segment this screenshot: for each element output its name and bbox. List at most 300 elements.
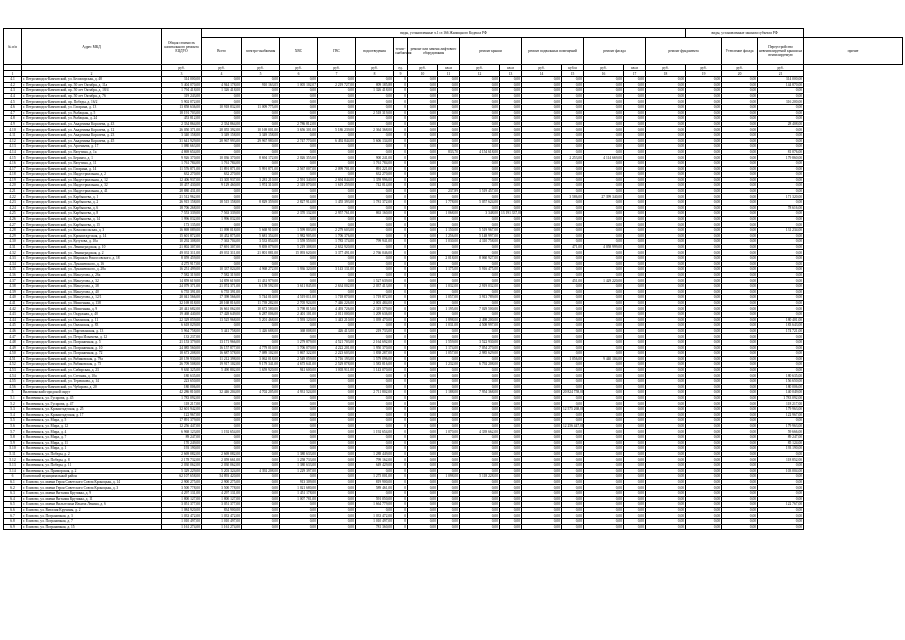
value-cell: 0,00 bbox=[686, 166, 722, 172]
value-cell: 0,00 bbox=[408, 317, 438, 323]
value-cell: 9 440 104,00 bbox=[584, 356, 624, 362]
value-cell: 0,00 bbox=[624, 144, 646, 150]
value-cell: 0,00 bbox=[646, 311, 686, 317]
value-cell: 0,00 bbox=[646, 379, 686, 385]
value-cell: 0,00 bbox=[460, 334, 500, 340]
value-cell: 0,00 bbox=[318, 412, 356, 418]
value-cell: 10 036 370,00 bbox=[202, 155, 242, 161]
value-cell: 0,00 bbox=[460, 222, 500, 228]
value-cell: 4 702 205,00 bbox=[242, 390, 280, 396]
row-number-cell: 6 bbox=[4, 474, 22, 480]
column-number-cell: 20 bbox=[722, 71, 758, 77]
value-cell: 0,00 bbox=[624, 295, 646, 301]
value-cell: 0,00 bbox=[460, 160, 500, 166]
value-cell: 0,00 bbox=[646, 82, 686, 88]
value-cell: 0,00 bbox=[624, 418, 646, 424]
value-cell: 1 021 680,00 bbox=[280, 485, 318, 491]
value-cell: 0,00 bbox=[624, 160, 646, 166]
value-cell: 0,00 bbox=[242, 451, 280, 457]
value-cell: 0,00 bbox=[722, 524, 758, 530]
value-cell: 85 124,00 bbox=[758, 440, 804, 446]
value-cell: 0,00 bbox=[460, 490, 500, 496]
value-cell: 0,00 bbox=[562, 172, 584, 178]
value-cell: 0,00 bbox=[522, 93, 562, 99]
value-cell: 0,00 bbox=[562, 457, 584, 463]
value-cell: 0,00 bbox=[522, 423, 562, 429]
value-cell: 0,00 bbox=[646, 339, 686, 345]
value-cell: 0,00 bbox=[318, 451, 356, 457]
value-cell: 0,00 bbox=[584, 479, 624, 485]
value-cell: 0,00 bbox=[460, 395, 500, 401]
value-cell: 0,00 bbox=[646, 278, 686, 284]
value-cell: 0,00 bbox=[242, 77, 280, 83]
row-number-cell: 4.30 bbox=[4, 239, 22, 245]
value-cell: 1 326 418,00 bbox=[202, 88, 242, 94]
value-cell: 0,00 bbox=[584, 160, 624, 166]
value-cell: 0,00 bbox=[242, 211, 280, 217]
value-cell: 0,00 bbox=[686, 384, 722, 390]
value-cell: 0,00 bbox=[646, 211, 686, 217]
value-cell: 0 bbox=[394, 524, 408, 530]
value-cell: 316 200,00 bbox=[758, 99, 804, 105]
value-cell: 0,00 bbox=[584, 88, 624, 94]
value-cell: 0,00 bbox=[584, 211, 624, 217]
value-cell: 0,00 bbox=[758, 177, 804, 183]
value-cell: 0,00 bbox=[584, 474, 624, 480]
value-cell: 0,00 bbox=[522, 462, 562, 468]
value-cell: 0,00 bbox=[562, 138, 584, 144]
value-cell: 0,00 bbox=[686, 116, 722, 122]
value-cell: 0,00 bbox=[646, 323, 686, 329]
value-cell: 0,00 bbox=[460, 272, 500, 278]
address-cell: г. Петрозаводск-Камчатский, ул. Комсомольская, д. 3 bbox=[22, 228, 162, 234]
value-cell: 0,00 bbox=[584, 183, 624, 189]
value-cell: 0 bbox=[394, 446, 408, 452]
value-cell: 0,00 bbox=[318, 323, 356, 329]
value-cell: 0,00 bbox=[722, 132, 758, 138]
value-cell: 0,00 bbox=[460, 518, 500, 524]
value-cell: 1 936 320,00 bbox=[280, 267, 318, 273]
value-cell: 0,00 bbox=[584, 216, 624, 222]
value-cell: 0,00 bbox=[460, 328, 500, 334]
value-cell: 632 270,00 bbox=[202, 172, 242, 178]
value-cell: 0,00 bbox=[624, 77, 646, 83]
row-number-cell: 4.13 bbox=[4, 144, 22, 150]
header-sub-other: прочие bbox=[804, 38, 903, 65]
value-cell: 19 917 102,00 bbox=[202, 362, 242, 368]
value-cell: 0,00 bbox=[280, 379, 318, 385]
value-cell: 0,00 bbox=[500, 99, 522, 105]
value-cell: 1 619 259,00 bbox=[318, 183, 356, 189]
value-cell: 0 bbox=[394, 311, 408, 317]
value-cell: 180 401,00 bbox=[758, 317, 804, 323]
value-cell: 131 234,00 bbox=[758, 228, 804, 234]
value-cell: 0,00 bbox=[624, 211, 646, 217]
value-cell: 0,00 bbox=[722, 423, 758, 429]
address-cell: г. Петрозаводск-Камчатский, ул. Максутова, д. 38 bbox=[22, 283, 162, 289]
value-cell: 0,00 bbox=[408, 244, 438, 250]
value-cell: 0,00 bbox=[686, 356, 722, 362]
value-cell: 0,00 bbox=[318, 423, 356, 429]
value-cell: 0,00 bbox=[522, 507, 562, 513]
value-cell: 0 bbox=[394, 384, 408, 390]
value-cell: 1 161 274,00 bbox=[202, 524, 242, 530]
value-cell: 0,00 bbox=[722, 149, 758, 155]
value-cell: 0,00 bbox=[624, 222, 646, 228]
header-sub-total: Всего bbox=[202, 38, 242, 65]
value-cell: 0,00 bbox=[438, 485, 460, 491]
value-cell: 0,00 bbox=[758, 462, 804, 468]
value-cell: 0,00 bbox=[624, 317, 646, 323]
value-cell: 2 919 032,00 bbox=[460, 283, 500, 289]
value-cell: 0,00 bbox=[408, 200, 438, 206]
value-cell: 0,00 bbox=[562, 205, 584, 211]
value-cell: 2 059 661,00 bbox=[202, 457, 242, 463]
value-cell: 1 033 472,00 bbox=[356, 513, 394, 519]
value-cell: 0,00 bbox=[460, 155, 500, 161]
value-cell: 0,00 bbox=[522, 468, 562, 474]
value-cell: 0,00 bbox=[646, 155, 686, 161]
row-number-cell: 4.22 bbox=[4, 194, 22, 200]
value-cell: 0,00 bbox=[624, 261, 646, 267]
value-cell: 0,00 bbox=[562, 401, 584, 407]
value-cell: 0,00 bbox=[686, 233, 722, 239]
value-cell: 0,00 bbox=[522, 127, 562, 133]
value-cell: 0,00 bbox=[500, 311, 522, 317]
value-cell: 0,00 bbox=[722, 205, 758, 211]
value-cell: 0,00 bbox=[584, 127, 624, 133]
value-cell: 0,00 bbox=[318, 149, 356, 155]
row-number-cell: 4.52 bbox=[4, 362, 22, 368]
value-cell: 0,00 bbox=[722, 216, 758, 222]
value-cell: 0 bbox=[394, 132, 408, 138]
value-cell: 1 174,00 bbox=[438, 345, 460, 351]
value-cell: 8 694 172,00 bbox=[242, 155, 280, 161]
value-cell: 0,00 bbox=[758, 138, 804, 144]
value-cell: 0,00 bbox=[646, 99, 686, 105]
value-cell: 0,00 bbox=[722, 367, 758, 373]
value-cell: 16 687 578,00 bbox=[202, 351, 242, 357]
value-cell: 6 755 391,00 bbox=[202, 289, 242, 295]
value-cell: 2 037 413,00 bbox=[356, 283, 394, 289]
address-cell: г. Петрозаводск-Камчатский, ул. Окружная, д. 40 bbox=[22, 311, 162, 317]
value-cell: 2 219 727,00 bbox=[318, 82, 356, 88]
value-cell: 0,00 bbox=[500, 502, 522, 508]
value-cell: 0,00 bbox=[584, 77, 624, 83]
value-cell: 0,00 bbox=[624, 138, 646, 144]
value-cell: 0,00 bbox=[500, 172, 522, 178]
address-cell: г. Петрозаводск-Камчатский, пр. 50 лет Октября, д. 11а bbox=[22, 82, 162, 88]
value-cell: 0,00 bbox=[624, 200, 646, 206]
value-cell: 0,00 bbox=[646, 429, 686, 435]
value-cell: 0,00 bbox=[624, 435, 646, 441]
value-cell: 0 bbox=[394, 166, 408, 172]
value-cell: 0 bbox=[394, 356, 408, 362]
value-cell: 0,00 bbox=[438, 418, 460, 424]
value-cell: 0,00 bbox=[646, 205, 686, 211]
value-cell: 3 143 131,00 bbox=[318, 267, 356, 273]
value-cell: 0,00 bbox=[624, 462, 646, 468]
value-cell: 0,00 bbox=[758, 200, 804, 206]
column-number-cell: 8 bbox=[356, 71, 394, 77]
value-cell: 2 334 864,00 bbox=[202, 121, 242, 127]
value-cell: 0,00 bbox=[242, 446, 280, 452]
value-cell: 0 bbox=[394, 93, 408, 99]
value-cell: 49 031 311,00 bbox=[162, 250, 202, 256]
value-cell: 0,00 bbox=[722, 256, 758, 262]
value-cell: 219 733,00 bbox=[356, 328, 394, 334]
value-cell: 1 761 784,00 bbox=[202, 160, 242, 166]
value-cell: 0,00 bbox=[242, 334, 280, 340]
row-number-cell: 4.18 bbox=[4, 172, 22, 178]
value-cell: 0 bbox=[394, 183, 408, 189]
value-cell: 0,00 bbox=[522, 345, 562, 351]
value-cell: 0,00 bbox=[686, 479, 722, 485]
value-cell: 2 011 000,00 bbox=[318, 311, 356, 317]
value-cell: 0,00 bbox=[758, 211, 804, 217]
value-cell: 0,00 bbox=[686, 144, 722, 150]
value-cell: 0,00 bbox=[584, 138, 624, 144]
value-cell: 2 694 844,00 bbox=[318, 177, 356, 183]
address-cell: г. Петрозаводск-Камчатский, ул. Рябиковская, д. 75 bbox=[22, 362, 162, 368]
value-cell: 0,00 bbox=[584, 507, 624, 513]
value-cell: 0,00 bbox=[202, 446, 242, 452]
value-cell: 0,00 bbox=[242, 373, 280, 379]
value-cell: 0,00 bbox=[280, 216, 318, 222]
value-cell: 7 089 102,00 bbox=[242, 351, 280, 357]
value-cell: 0,00 bbox=[408, 356, 438, 362]
value-cell: 0,00 bbox=[686, 317, 722, 323]
value-cell: 0,00 bbox=[722, 496, 758, 502]
value-cell: 3 798 815,00 bbox=[280, 306, 318, 312]
value-cell: 6 492 844,00 bbox=[318, 138, 356, 144]
value-cell: 0,00 bbox=[318, 155, 356, 161]
value-cell: 1 583 816,00 bbox=[356, 362, 394, 368]
value-cell: 0,00 bbox=[408, 289, 438, 295]
value-cell: 4 779 010,00 bbox=[242, 345, 280, 351]
row-number-cell: 4.5 bbox=[4, 99, 22, 105]
value-cell: 0,00 bbox=[242, 110, 280, 116]
value-cell: 0,00 bbox=[522, 317, 562, 323]
row-number-cell: 4.20 bbox=[4, 183, 22, 189]
value-cell: 0,00 bbox=[202, 384, 242, 390]
header-sub-insulation: Утепление фасада bbox=[722, 38, 758, 65]
address-cell: г. Вилючинск, ул. Кронштадтская, д. 25 bbox=[22, 407, 162, 413]
row-number-cell: 4.37 bbox=[4, 278, 22, 284]
value-cell: 0,00 bbox=[562, 440, 584, 446]
value-cell: 0,00 bbox=[408, 507, 438, 513]
value-cell: 0 bbox=[394, 244, 408, 250]
value-cell: 0,00 bbox=[438, 440, 460, 446]
value-cell: 0,00 bbox=[500, 462, 522, 468]
value-cell: 0 bbox=[394, 222, 408, 228]
value-cell: 0,00 bbox=[722, 200, 758, 206]
value-cell: 0,00 bbox=[242, 507, 280, 513]
value-cell: 0,00 bbox=[500, 407, 522, 413]
column-number-cell: 5 bbox=[242, 71, 280, 77]
value-cell: 0 bbox=[394, 149, 408, 155]
value-cell: 2 498 200,00 bbox=[460, 317, 500, 323]
address-cell: г. Петрозаводск-Камчатский, ул. Кронштадтская, д. 14 bbox=[22, 233, 162, 239]
value-cell: 0,00 bbox=[318, 194, 356, 200]
value-cell: 0,00 bbox=[408, 272, 438, 278]
value-cell: 0,00 bbox=[562, 317, 584, 323]
value-cell: 0,00 bbox=[686, 200, 722, 206]
value-cell: 17 428 649,00 bbox=[202, 311, 242, 317]
value-cell: 0,00 bbox=[522, 429, 562, 435]
value-cell: 0,00 bbox=[686, 502, 722, 508]
value-cell: 118 217,00 bbox=[758, 401, 804, 407]
value-cell: 0,00 bbox=[686, 239, 722, 245]
value-cell: 0,00 bbox=[522, 110, 562, 116]
value-cell: 0,00 bbox=[584, 485, 624, 491]
value-cell: 3 051 377,00 bbox=[202, 502, 242, 508]
value-cell: 0,00 bbox=[522, 239, 562, 245]
value-cell: 0,00 bbox=[722, 82, 758, 88]
value-cell: 0,00 bbox=[438, 423, 460, 429]
value-cell: 0,00 bbox=[646, 345, 686, 351]
value-cell: 0,00 bbox=[686, 418, 722, 424]
value-cell: 0,00 bbox=[280, 172, 318, 178]
value-cell: 54 893 420,00 bbox=[202, 474, 242, 480]
value-cell: 17 691 307,00 bbox=[202, 244, 242, 250]
value-cell: 0,00 bbox=[242, 289, 280, 295]
value-cell: 0,00 bbox=[280, 144, 318, 150]
value-cell: 0,00 bbox=[624, 451, 646, 457]
value-cell: 0,00 bbox=[356, 418, 394, 424]
value-cell: 0,00 bbox=[584, 261, 624, 267]
value-cell: 0,00 bbox=[522, 183, 562, 189]
value-cell: 4 058 999,00 bbox=[584, 244, 624, 250]
value-cell: 0,00 bbox=[460, 373, 500, 379]
row-number-cell: 5.10 bbox=[4, 446, 22, 452]
value-cell: 0,00 bbox=[758, 132, 804, 138]
value-cell: 0,00 bbox=[722, 356, 758, 362]
value-cell: 0,00 bbox=[686, 490, 722, 496]
value-cell: 1 950 370,00 bbox=[356, 345, 394, 351]
value-cell: 0,00 bbox=[356, 149, 394, 155]
address-cell: г. Петрозаводск-Камчатский, ул. Карбышева, д. 2 bbox=[22, 200, 162, 206]
value-cell: 0,00 bbox=[584, 524, 624, 530]
value-cell: 0,00 bbox=[686, 104, 722, 110]
value-cell: 0,00 bbox=[686, 172, 722, 178]
value-cell: 1 031,00 bbox=[438, 323, 460, 329]
value-cell: 0,00 bbox=[408, 323, 438, 329]
value-cell: 0,00 bbox=[624, 351, 646, 357]
value-cell: 0,00 bbox=[686, 395, 722, 401]
row-number-cell: 4.15 bbox=[4, 155, 22, 161]
value-cell: 0 bbox=[394, 513, 408, 519]
value-cell: 0,00 bbox=[242, 502, 280, 508]
value-cell: 0,00 bbox=[500, 496, 522, 502]
value-cell: 0,00 bbox=[438, 222, 460, 228]
value-cell: 0,00 bbox=[584, 462, 624, 468]
value-cell: 1 429 220,00 bbox=[584, 278, 624, 284]
value-cell: 2 279 603,00 bbox=[318, 228, 356, 234]
value-cell: 16 661 062,00 bbox=[202, 306, 242, 312]
value-cell: 0,00 bbox=[646, 183, 686, 189]
value-cell: 0,00 bbox=[522, 149, 562, 155]
row-number-cell: 4.16 bbox=[4, 160, 22, 166]
value-cell: 5 201 468,00 bbox=[242, 317, 280, 323]
value-cell: 0,00 bbox=[562, 300, 584, 306]
value-cell: 0,00 bbox=[562, 451, 584, 457]
value-cell: 0 bbox=[394, 328, 408, 334]
value-cell: 0,00 bbox=[202, 412, 242, 418]
value-cell: 0,00 bbox=[408, 423, 438, 429]
value-cell: 0,00 bbox=[460, 116, 500, 122]
value-cell: 0,00 bbox=[562, 295, 584, 301]
value-cell: 0,00 bbox=[280, 132, 318, 138]
value-cell: 12 256 447,00 bbox=[563, 424, 584, 428]
value-cell: 2 099 701,00 bbox=[318, 166, 356, 172]
value-cell: 0,00 bbox=[758, 311, 804, 317]
value-cell: 0,00 bbox=[280, 440, 318, 446]
value-cell: 5 916 475,00 bbox=[460, 267, 500, 273]
value-cell: 0,00 bbox=[242, 518, 280, 524]
value-cell: 179 963,00 bbox=[758, 407, 804, 413]
value-cell: 0,00 bbox=[408, 283, 438, 289]
value-cell: 0,00 bbox=[522, 144, 562, 150]
value-cell: 0,00 bbox=[242, 261, 280, 267]
value-cell: 3 349 158,00 bbox=[202, 132, 242, 138]
row-number-cell: 4.8 bbox=[4, 116, 22, 122]
value-cell: 0,00 bbox=[686, 362, 722, 368]
value-cell: 0,00 bbox=[356, 228, 394, 234]
row-number-cell: 6.9 bbox=[4, 524, 22, 530]
value-cell: 0,00 bbox=[686, 205, 722, 211]
value-cell: 0,00 bbox=[758, 283, 804, 289]
value-cell: 0,00 bbox=[242, 407, 280, 413]
value-cell: 0,00 bbox=[584, 121, 624, 127]
capital-repair-table bbox=[3, 28, 903, 530]
value-cell: 0,00 bbox=[646, 166, 686, 172]
value-cell: 0,00 bbox=[646, 289, 686, 295]
value-cell: 4 508 997,00 bbox=[460, 323, 500, 329]
value-cell: 0,00 bbox=[438, 104, 460, 110]
value-cell: 0,00 bbox=[562, 289, 584, 295]
value-cell: 174 721,00 bbox=[758, 328, 804, 334]
value-cell: 0,00 bbox=[500, 373, 522, 379]
value-cell: 0,00 bbox=[408, 339, 438, 345]
address-cell: г. Петрозаводск-Камчатский, ул. Мишенная, д. 138 bbox=[22, 300, 162, 306]
value-cell: 0,00 bbox=[722, 351, 758, 357]
value-cell: 0 bbox=[394, 345, 408, 351]
value-cell: 28 168 816,00 bbox=[202, 300, 242, 306]
value-cell: 2 319 579,00 bbox=[356, 306, 394, 312]
value-cell: 0,00 bbox=[280, 93, 318, 99]
value-cell: 2 518 319,00 bbox=[356, 110, 394, 116]
value-cell: 0,00 bbox=[584, 490, 624, 496]
value-cell: 0,00 bbox=[460, 205, 500, 211]
address-cell: г. Вилючинск, ул. Мира, д. 7 bbox=[22, 435, 162, 441]
value-cell: 0,00 bbox=[624, 373, 646, 379]
value-cell: 0,00 bbox=[722, 429, 758, 435]
address-cell: г. Петрозаводск-Камчатский, ул. Беринга, д. 1 bbox=[22, 155, 162, 161]
value-cell: 0,00 bbox=[500, 479, 522, 485]
value-cell: 15 093 620,00 bbox=[280, 250, 318, 256]
value-cell: 0,00 bbox=[758, 295, 804, 301]
value-cell: 0,00 bbox=[500, 183, 522, 189]
row-number-cell: 4.19 bbox=[4, 177, 22, 183]
address-cell: г. Петрозаводск-Камчатский, ул. Степная, д. 10а bbox=[22, 373, 162, 379]
address-cell: г. Петрозаводск-Камчатский, ул. Индустриальная, д. 12 bbox=[22, 177, 162, 183]
value-cell: 0,00 bbox=[722, 395, 758, 401]
value-cell: 0,00 bbox=[522, 211, 562, 217]
address-cell: г. Петрозаводск-Камчатский, ул. Партизанская, д. 13 bbox=[22, 328, 162, 334]
value-cell: 0,00 bbox=[460, 462, 500, 468]
value-cell: 941 600,00 bbox=[280, 367, 318, 373]
